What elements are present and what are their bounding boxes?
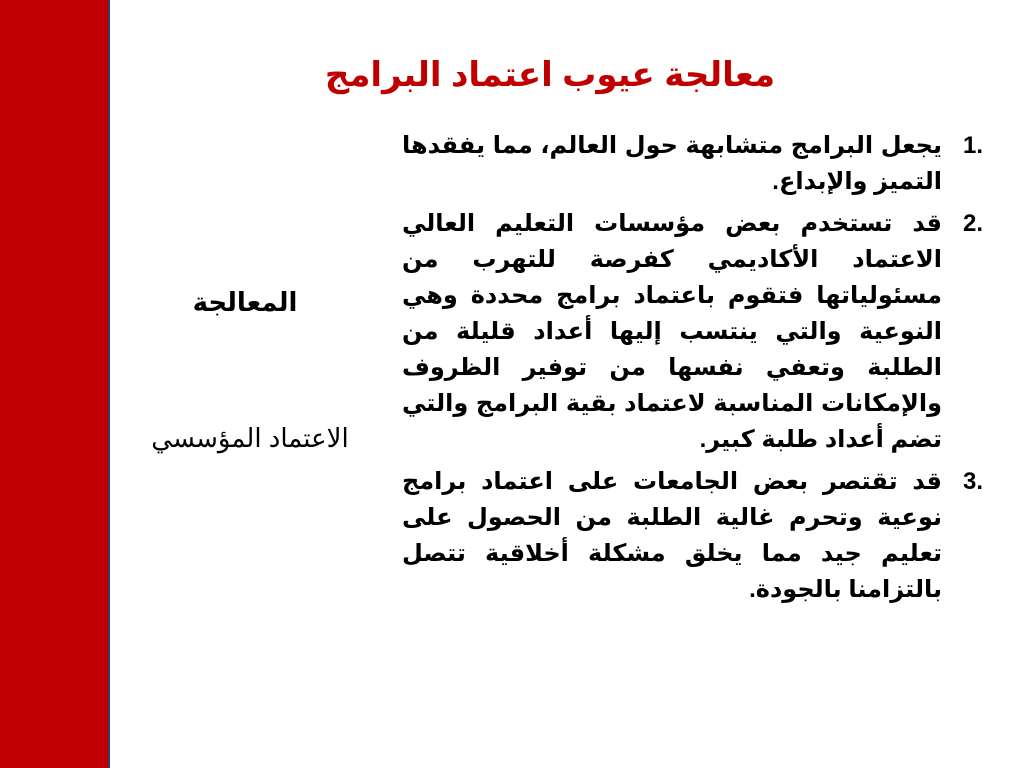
item-text: يجعل البرامج متشابهة حول العالم، مما يفقدها التميز والإبداع. — [402, 132, 942, 195]
item-number: 1. — [962, 132, 983, 159]
slide-title: معالجة عيوب اعتماد البرامج — [324, 56, 776, 94]
list-item — [400, 206, 1004, 458]
item-text: قد تستخدم بعض مؤسسات التعليم العالي الاعتماد الأكاديمي كفرصة للتهرب من مسئولياتها فتقوم باعتماد برامج محددة وهي النوعية والتي ينتسب إليها أعداد قليلة من الطلبة وتعفي نفسها من توفير الظروف والإمكانات المناسبة لاعتماد بقية البرامج والتي تضم أعداد طلبة كبير. — [402, 210, 942, 453]
treatment-heading: المعالجة — [192, 287, 298, 317]
list-item — [400, 128, 1004, 200]
item-number: 2. — [962, 210, 983, 237]
list-item — [400, 464, 1004, 608]
item-text: قد تقتصر بعض الجامعات على اعتماد برامج نوعية وتحرم غالية الطلبة من الحصول على تعليم جيد مما يخلق مشكلة أخلاقية تتصل بالتزامنا بالجودة. — [402, 468, 942, 603]
defects-list — [400, 128, 1004, 614]
side-accent-bar — [0, 0, 110, 768]
treatment-value: الاعتماد المؤسسي — [151, 423, 349, 453]
item-number: 3. — [962, 468, 983, 495]
